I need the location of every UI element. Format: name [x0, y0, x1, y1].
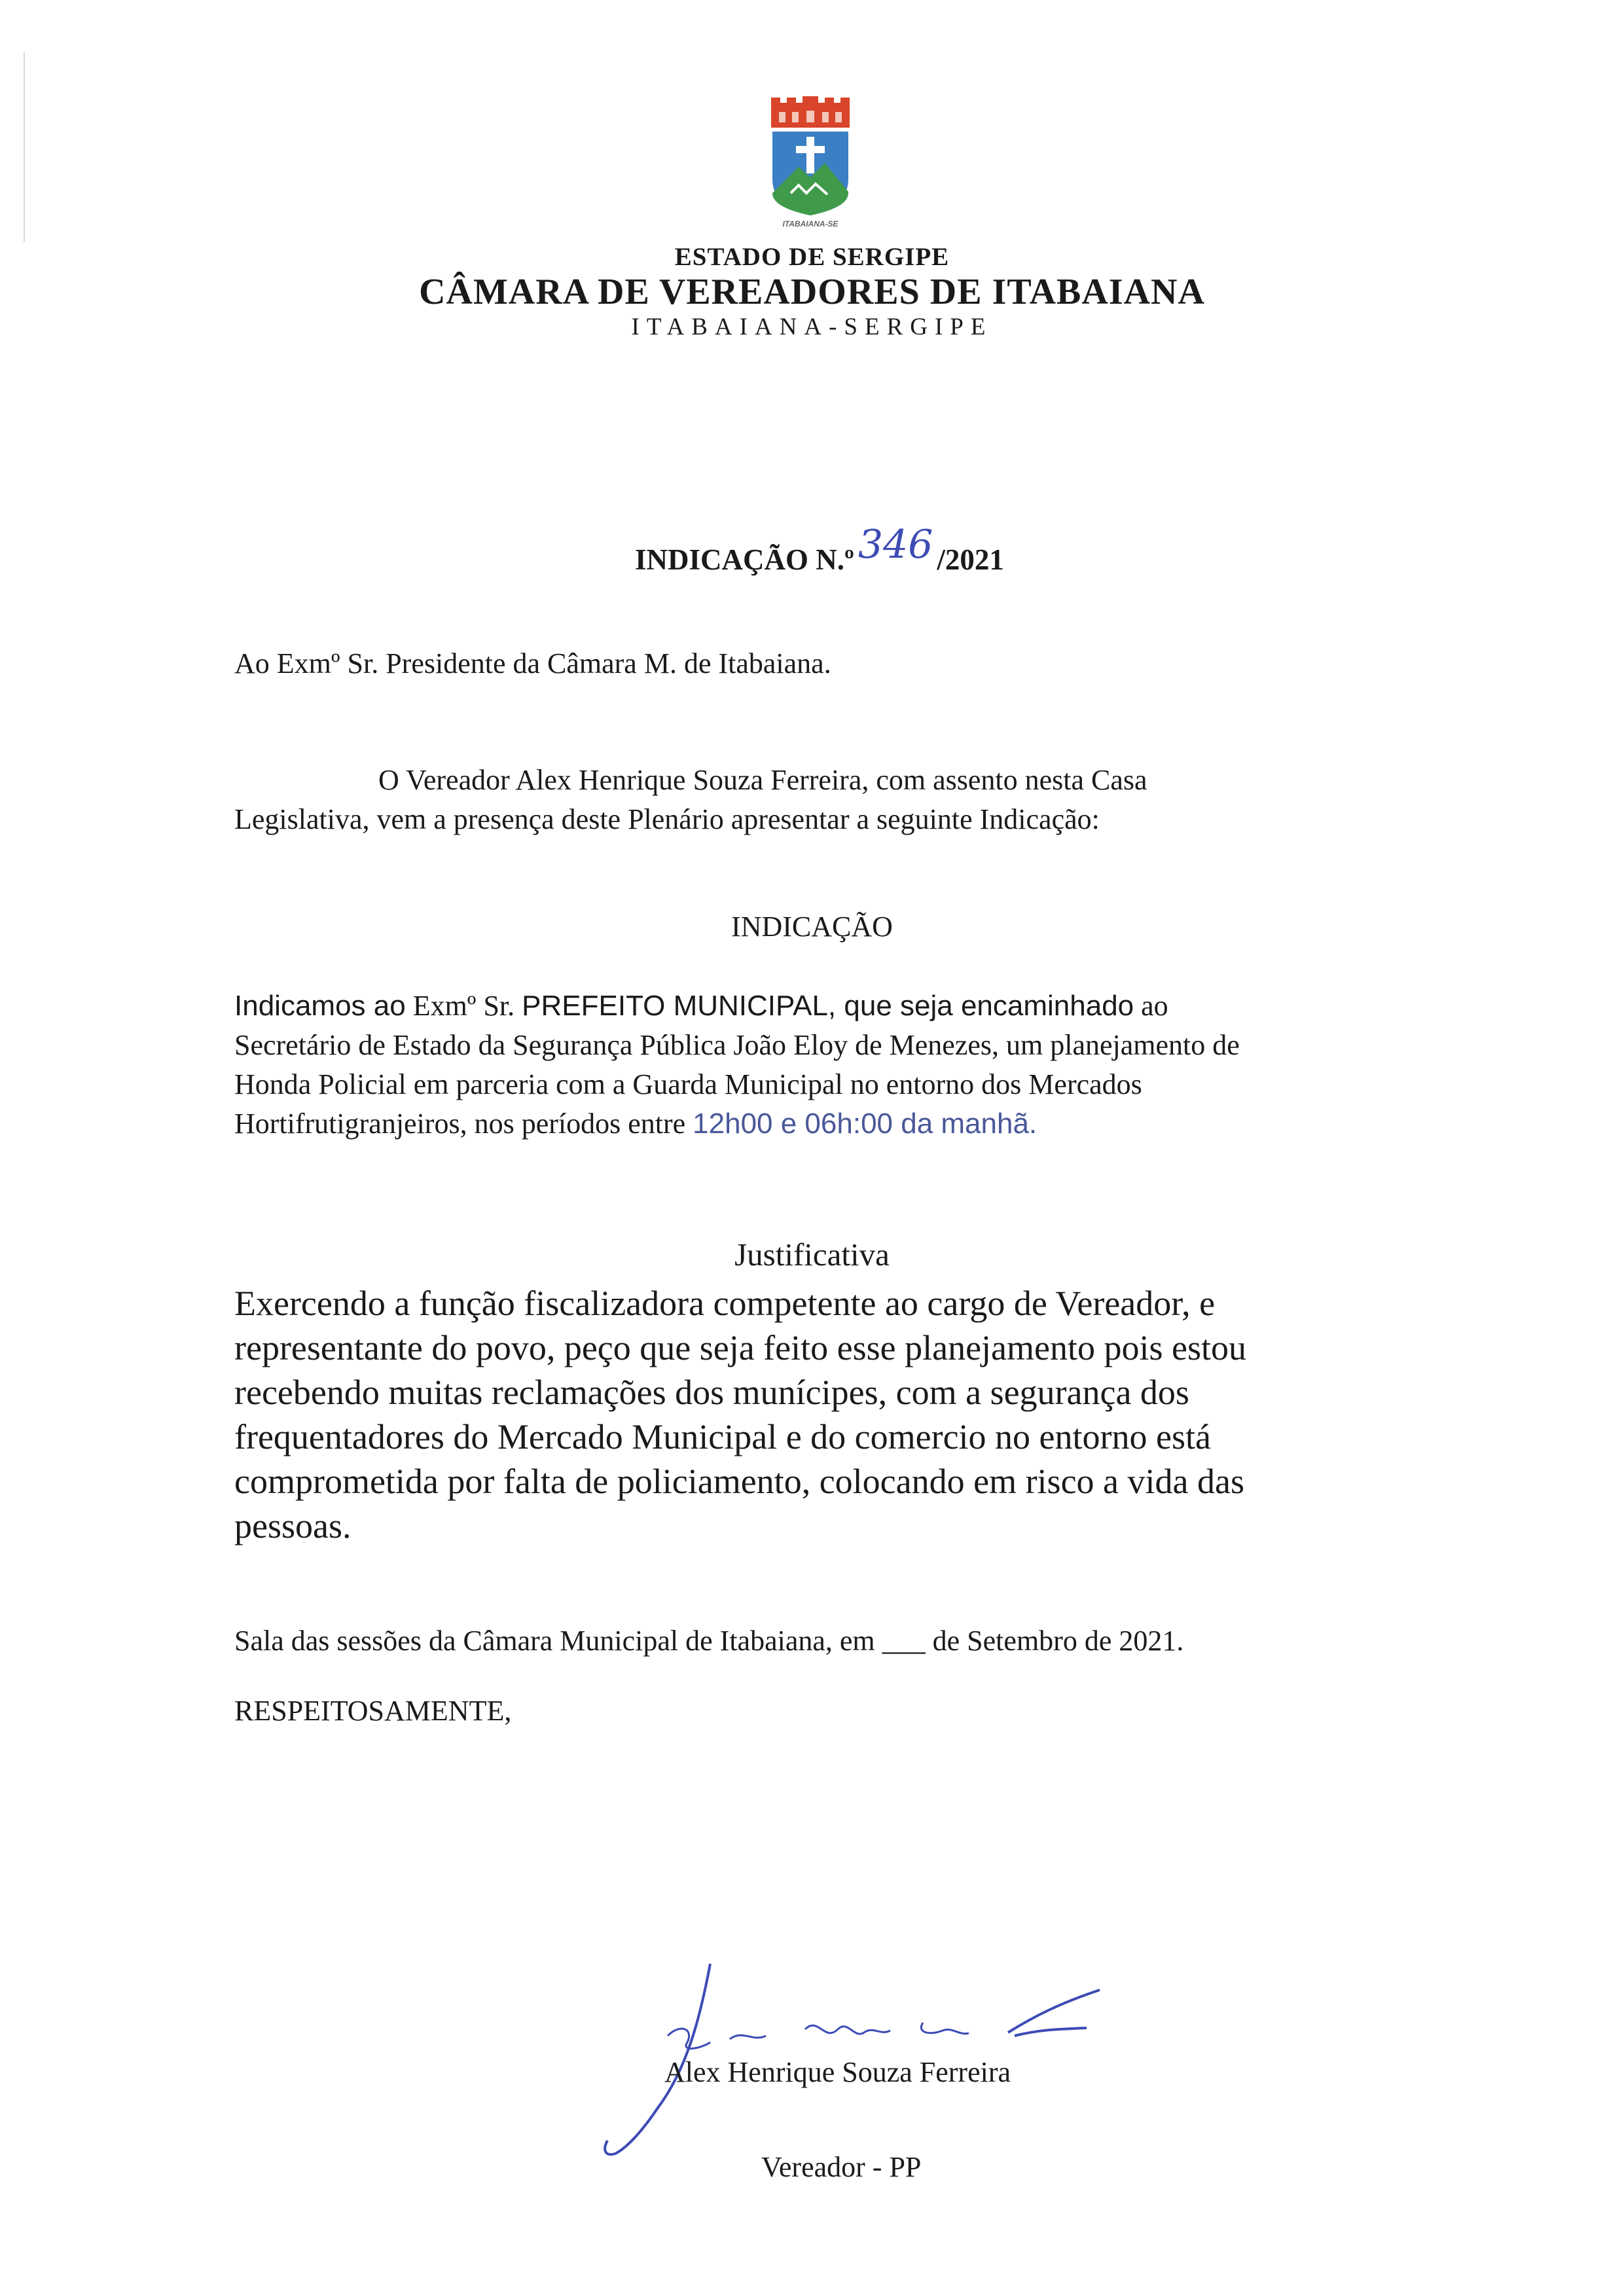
handwritten-number: 346: [857, 522, 933, 568]
municipal-crest: [765, 95, 856, 236]
justification-line: comprometida por falta de policiamento, colocando em risco a vida das: [234, 1462, 1244, 1501]
handwritten-signature: [589, 1938, 1165, 2160]
justification-body: [234, 1281, 1246, 1548]
body-line-4-a: Hortifrutigranjeiros, nos períodos entre: [234, 1108, 686, 1140]
chamber-heading: CÂMARA DE VEREADORES DE ITABAIANA: [419, 272, 1205, 312]
body-line-1-c: PREFEITO MUNICIPAL, que seja encaminhado: [522, 990, 1134, 1022]
justification-line: Exercendo a função fiscalizadora competente ao cargo de Vereador, e: [234, 1284, 1216, 1323]
body-line-1: [234, 985, 1168, 1027]
scan-edge-mark: [24, 52, 25, 242]
justification-line: pessoas.: [234, 1506, 352, 1545]
justification-title: Justificativa: [734, 1237, 890, 1273]
body-line-2: Secretário de Estado da Segurança Pública João Eloy de Menezes, um planejamento de: [234, 1029, 1240, 1061]
justification-line: representante do povo, peço que seja feito esse planejamento pois estou: [234, 1328, 1246, 1367]
body-line-4-b: 12h00 e 06h:00 da manhã.: [693, 1108, 1038, 1140]
indicacao-title: [635, 522, 1004, 579]
city-heading: ITABAIANA-SERGIPE: [631, 314, 993, 340]
addressee: Ao Exmº Sr. Presidente da Câmara M. de Itabaiana.: [234, 647, 831, 679]
crest-shield-icon: [765, 95, 856, 219]
body-line-3: Honda Policial em parceria com a Guarda Municipal no entorno dos Mercados: [234, 1068, 1142, 1100]
crest-caption: ITABAIANA-SE: [782, 219, 839, 228]
body-line-4: [234, 1103, 1037, 1145]
section-title: INDICAÇÃO: [731, 911, 893, 943]
body-line-1-d: ao: [1141, 990, 1168, 1022]
signatory-role: Vereador - PP: [761, 2151, 922, 2183]
justification-line: frequentadores do Mercado Municipal e do comercio no entorno está: [234, 1417, 1211, 1456]
body-line-1-a: Indicamos ao: [234, 990, 406, 1022]
signatory-name: Alex Henrique Souza Ferreira: [664, 2056, 1011, 2088]
place-date: Sala das sessões da Câmara Municipal de Itabaiana, em ___ de Setembro de 2021.: [234, 1625, 1184, 1657]
indicacao-prefix: INDICAÇÃO N.º: [635, 543, 854, 576]
salutation: RESPEITOSAMENTE,: [234, 1695, 512, 1727]
justification-line: recebendo muitas reclamações dos munícipes, com a segurança dos: [234, 1373, 1189, 1412]
intro-line-2: Legislativa, vem a presença deste Plenário apresentar a seguinte Indicação:: [234, 803, 1100, 835]
body-line-1-b: Exmº Sr.: [412, 990, 515, 1022]
indicacao-suffix: /2021: [937, 543, 1004, 576]
state-heading: ESTADO DE SERGIPE: [674, 243, 950, 271]
intro-line-1: O Vereador Alex Henrique Souza Ferreira, com assento nesta Casa: [378, 764, 1147, 796]
